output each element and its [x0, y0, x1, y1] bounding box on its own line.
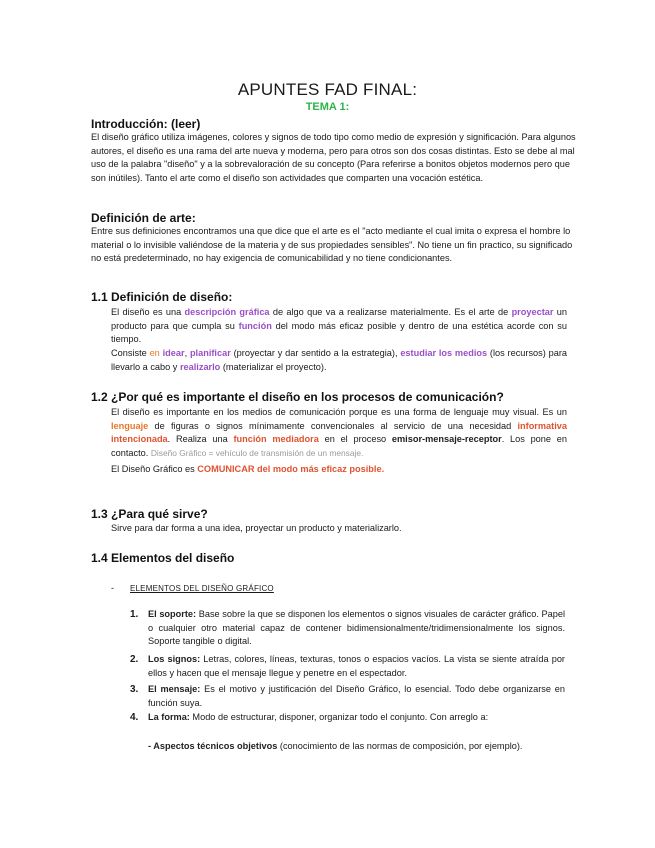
highlight-idear: idear — [162, 348, 185, 358]
highlight-lenguaje: lenguaje — [111, 420, 149, 431]
highlight-planificar: planificar — [189, 348, 231, 358]
gray-note: Diseño Gráfico = vehículo de transmisión de un mensaje. — [150, 447, 364, 458]
highlight-comunicar: COMUNICAR del modo más eficaz posible. — [197, 464, 385, 474]
list-item-signos — [148, 653, 565, 680]
section-1-2-paragraph-1 — [111, 406, 567, 460]
section-1-1-heading: 1.1 Definición de diseño: — [91, 290, 233, 304]
list-item-number: 4. — [130, 712, 139, 723]
highlight-estudiar-los-medios: estudiar los medios — [400, 348, 488, 358]
section-1-2-paragraph-2 — [111, 463, 567, 477]
section-1-1-paragraph-1 — [111, 306, 567, 347]
intro-paragraph: El diseño gráfico utiliza imágenes, colores y signos de todo tipo como medio de expresión y significación. Para algunos autores, el diseño es una rama del arte nueva y moderna, pero para otros son dos cosas distintas. Esto se debe al mal uso de la palabra "diseño" y a la sobrevaloración de su concepto (Para referirse a bonitos objetos modernos pero que son inútiles). Tanto el arte como el diseño son actividades que comparten una vocación estética. — [91, 132, 576, 183]
highlight-funcion: función — [238, 320, 272, 331]
text-run: El Diseño Gráfico es — [111, 464, 198, 474]
item-label: La forma: — [148, 712, 190, 722]
highlight-emisor-mensaje-receptor: emisor-mensaje-receptor — [391, 434, 502, 445]
elements-subheading: ELEMENTOS DEL DISEÑO GRÁFICO — [130, 584, 274, 593]
list-item-soporte — [148, 608, 565, 649]
intro-heading: Introducción: (leer) — [91, 117, 201, 131]
text-run: . Los pone en contacto. — [111, 434, 567, 458]
item-label: El mensaje: — [148, 684, 201, 694]
item-text: Modo de estructurar, disponer, organizar todo el conjunto. Con arreglo a: — [189, 712, 489, 722]
text-run: , — [184, 348, 190, 358]
list-item-number: 1. — [130, 609, 139, 620]
item-label: El soporte: — [148, 609, 197, 619]
arte-paragraph: Entre sus definiciones encontramos una que dice que el arte es el "acto mediante el cual imita o expresa el hombre lo material o lo invisible valiéndose de la materia y de sus propiedades sensibles". No tiene un fin practico, su significado no está predeterminado, no hay exigencia de comunicabilidad y no tiene condicionantes. — [91, 226, 573, 264]
text-run: (los recursos) para llevarlo a cabo y — [111, 348, 568, 372]
section-1-3-paragraph: Sirve para dar forma a una idea, proyectar un producto y materializarlo. — [111, 523, 402, 533]
text-run: (materializar el proyecto). — [220, 361, 327, 372]
document-title: APUNTES FAD FINAL: — [237, 80, 418, 99]
aspectos-label: - Aspectos técnicos objetivos — [148, 741, 278, 751]
text-run: (proyectar y dar sentido a la estrategia), — [230, 348, 401, 358]
text-run: en el proceso — [318, 434, 392, 445]
section-1-2-heading: 1.2 ¿Por qué es importante el diseño en los procesos de comunicación? — [91, 390, 504, 404]
text-run: un producto para que cumpla su — [111, 307, 567, 331]
text-run: Consiste — [111, 348, 150, 358]
item-text: Base sobre la que se disponen los elementos o signos visuales de carácter gráfico. Papel o cualquier otro material capaz de contener bidimensionalmente/tridimensionalmente los signos. Soporte tangible o digital. — [148, 609, 566, 647]
list-item-number: 2. — [130, 654, 139, 665]
item-label: Los signos: — [148, 654, 201, 664]
highlight-informativa-intencionada: informativa intencionada — [111, 420, 567, 445]
highlight-proyectar: proyectar — [511, 307, 554, 317]
text-run: de algo que va a realizarse materialmente. Es el arte de — [269, 307, 512, 317]
text-run: El diseño es importante en los medios de comunicación porque es una forma de lenguaje muy visual. Es un — [111, 407, 567, 417]
highlight-descripcion-grafica: descripción gráfica — [184, 307, 270, 317]
section-1-1-paragraph-2 — [111, 347, 567, 374]
text-run: El diseño es una — [111, 307, 185, 317]
highlight-funcion-mediadora: función mediadora — [233, 434, 319, 445]
item-text: Letras, colores, líneas, texturas, tonos o espacios vacíos. La vista se siente atraída por ellos y hacen que el mensaje llegue y penetre en el espectador. — [148, 654, 565, 678]
text-run: . Realiza una — [167, 434, 234, 445]
aspectos-text: (conocimiento de las normas de composición, por ejemplo). — [277, 741, 523, 751]
highlight-en: en — [149, 348, 160, 358]
item-text: Es el motivo y justificación del Diseño Gráfico, lo esencial. Todo debe organizarse en función suya. — [148, 684, 565, 708]
highlight-realizarlo: realizarlo — [179, 361, 221, 372]
list-item-number: 3. — [130, 684, 139, 695]
document-subtitle: TEMA 1: — [305, 101, 350, 113]
section-1-4-heading: 1.4 Elementos del diseño — [91, 551, 235, 565]
text-run: del modo más eficaz posible y dentro de una estética acorde con su tiempo. — [111, 320, 567, 345]
list-item-mensaje — [148, 683, 565, 710]
arte-heading: Definición de arte: — [91, 211, 196, 225]
list-item-forma — [148, 711, 565, 725]
aspectos-tecnicos — [148, 740, 578, 754]
text-run: de figuras o signos mínimamente convencionales al servicio de una necesidad — [148, 420, 518, 431]
list-dash: - — [111, 583, 115, 593]
section-1-3-heading: 1.3 ¿Para qué sirve? — [91, 507, 208, 521]
